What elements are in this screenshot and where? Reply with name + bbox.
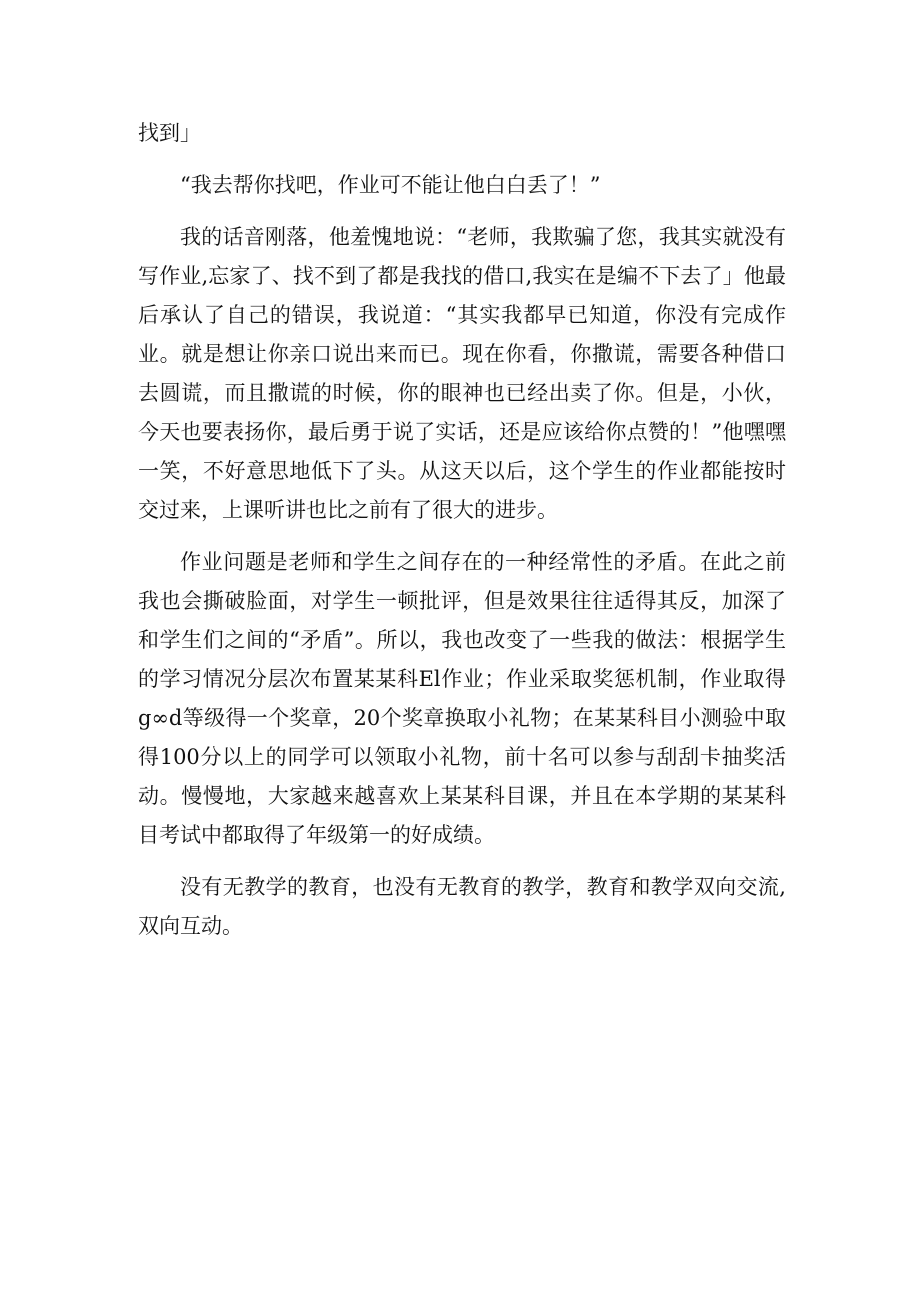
paragraph-4: 作业问题是老师和学生之间存在的一种经常性的矛盾。在此之前我也会撕破脸面，对学生一顿批评，但是效果往往适得其反，加深了和学生们之间的“矛盾”。所以，我也改变了一些我的做法：根据学生的学习情况分层次布置某某科El作业；作业采取奖惩机制，作业取得g∞d等级得一个奖章，20个奖章换取小礼物；在某某科目小测验中取得100分以上的同学可以领取小礼物，前十名可以参与刮刮卡抽奖活动。慢慢地，大家越来越喜欢上某某科目课，并且在本学期的某某科目考试中都取得了年级第一的好成绩。 xyxy=(138,550,786,847)
paragraph-2: “我去帮你找吧，作业可不能让他白白丢了！” xyxy=(180,173,601,197)
paragraph-5: 没有无教学的教育，也没有无教育的教学，教育和教学双向交流,双向互动。 xyxy=(138,875,786,938)
paragraph-3: 我的话音刚落，他羞愧地说：“老师，我欺骗了您，我其实就没有写作业,忘家了、找不到了都是我找的借口,我实在是编不下去了」他最后承认了自己的错误，我说道：“其实我都早已知道，你没有完成作业。就是想让你亲口说出来而已。现在你看，你撒谎，需要各种借口去圆谎，而且撒谎的时候，你的眼神也已经出卖了你。但是，小伙，今天也要表扬你，最后勇于说了实话，还是应该给你点赞的！”他嘿嘿一笑，不好意思地低下了头。从这天以后，这个学生的作业都能按时交过来，上课听讲也比之前有了很大的进步。 xyxy=(138,225,786,522)
document-body xyxy=(138,114,786,946)
paragraph-1: 找到」 xyxy=(138,121,201,145)
